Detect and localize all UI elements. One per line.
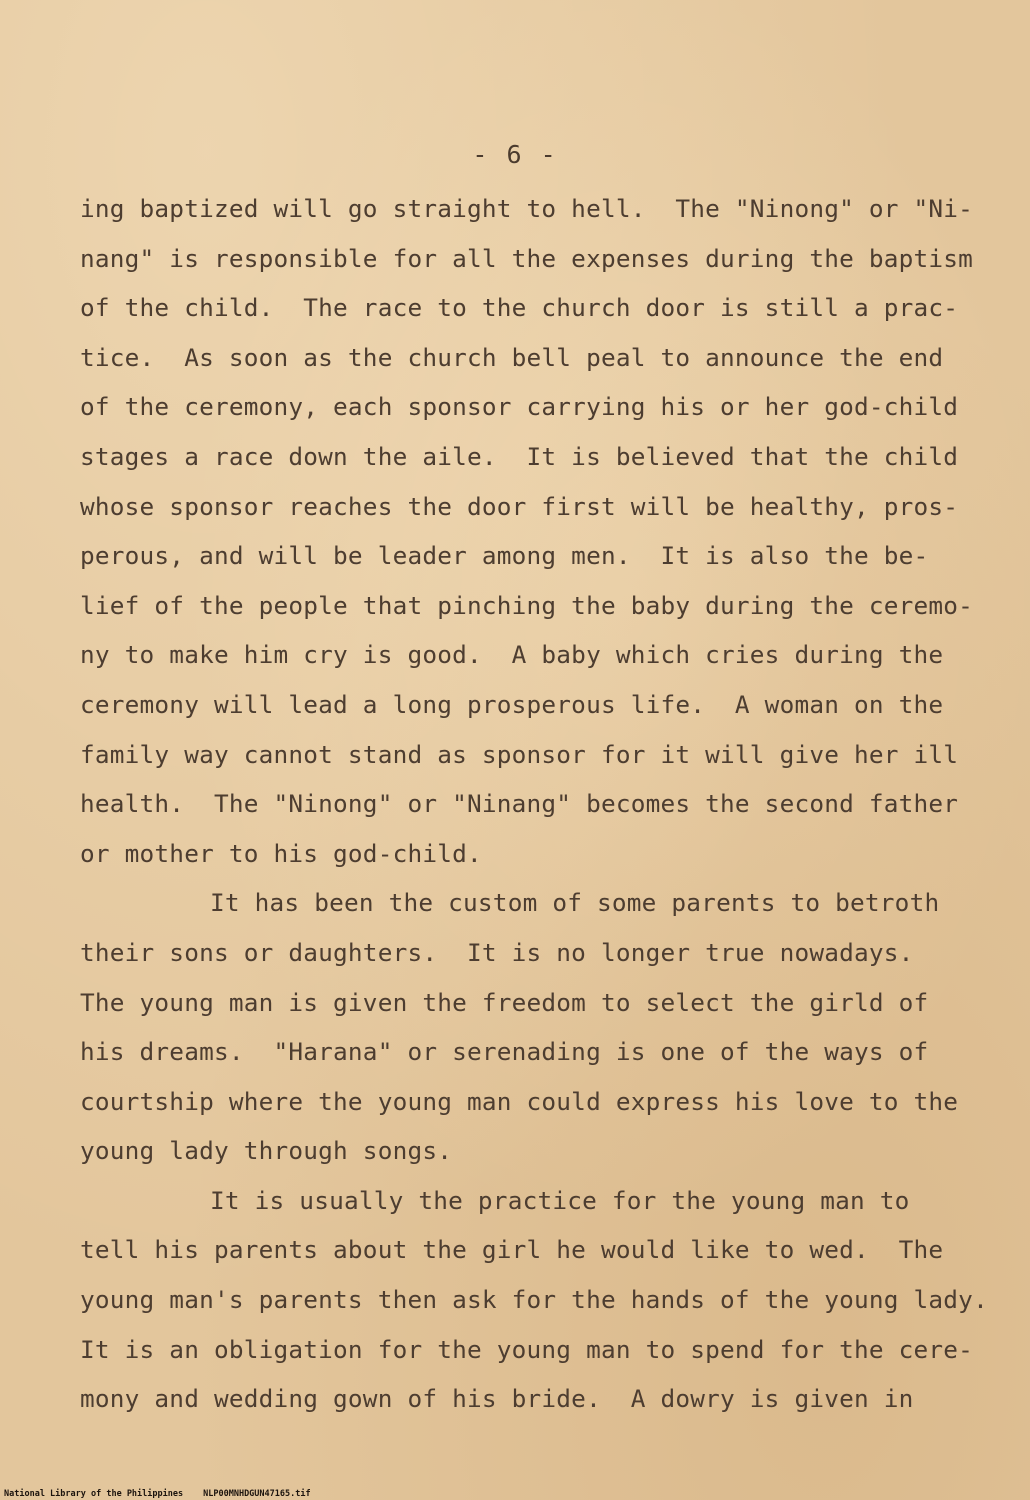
- text-line: young man's parents then ask for the hands of the young lady.: [80, 1285, 988, 1315]
- paragraph-1: [80, 184, 980, 878]
- text-line: It has been the custom of some parents to betroth: [210, 888, 940, 918]
- text-line: family way cannot stand as sponsor for it will give her ill: [80, 739, 959, 769]
- scan-filename: NLP00MNHDGUN47165.tif: [203, 1489, 311, 1499]
- text-line: young lady through songs.: [80, 1136, 453, 1166]
- text-line: health. The "Ninong" or "Ninang" becomes the second father: [80, 789, 959, 819]
- text-line: It is an obligation for the young man to spend for the cere-: [80, 1334, 974, 1364]
- body-text: [80, 184, 988, 1424]
- library-credit: National Library of the Philippines: [4, 1489, 184, 1499]
- text-line: of the child. The race to the church door is still a prac-: [80, 293, 959, 323]
- text-line: ny to make him cry is good. A baby which cries during the: [80, 640, 944, 670]
- scan-footer: [4, 1489, 331, 1499]
- text-line: perous, and will be leader among men. It is also the be-: [80, 541, 929, 571]
- text-line: The young man is given the freedom to select the girld of: [80, 987, 929, 1017]
- text-line: nang" is responsible for all the expenses during the baptism: [80, 243, 974, 273]
- text-line: tice. As soon as the church bell peal to announce the end: [80, 342, 944, 372]
- paragraph-3: [80, 1176, 988, 1424]
- text-line: or mother to his god-child.: [80, 838, 482, 868]
- text-line: tell his parents about the girl he would like to wed. The: [80, 1235, 944, 1265]
- text-line: their sons or daughters. It is no longer true nowadays.: [80, 937, 914, 967]
- text-line: ing baptized will go straight to hell. The "Ninong" or "Ni-: [80, 194, 974, 223]
- text-line: of the ceremony, each sponsor carrying his or her god-child: [80, 392, 959, 422]
- text-line: whose sponsor reaches the door first will be healthy, pros-: [80, 491, 959, 521]
- text-line: It is usually the practice for the young man to: [210, 1185, 910, 1215]
- text-line: mony and wedding gown of his bride. A dowry is given in: [80, 1384, 914, 1414]
- page-number: - 6 -: [472, 140, 558, 169]
- text-line: lief of the people that pinching the baby during the ceremo-: [80, 590, 974, 620]
- text-line: stages a race down the aile. It is believed that the child: [80, 441, 959, 471]
- paragraph-2: [80, 878, 980, 1176]
- text-line: ceremony will lead a long prosperous life. A woman on the: [80, 689, 944, 719]
- text-line: his dreams. "Harana" or serenading is one of the ways of: [80, 1037, 929, 1067]
- text-line: courtship where the young man could express his love to the: [80, 1086, 959, 1116]
